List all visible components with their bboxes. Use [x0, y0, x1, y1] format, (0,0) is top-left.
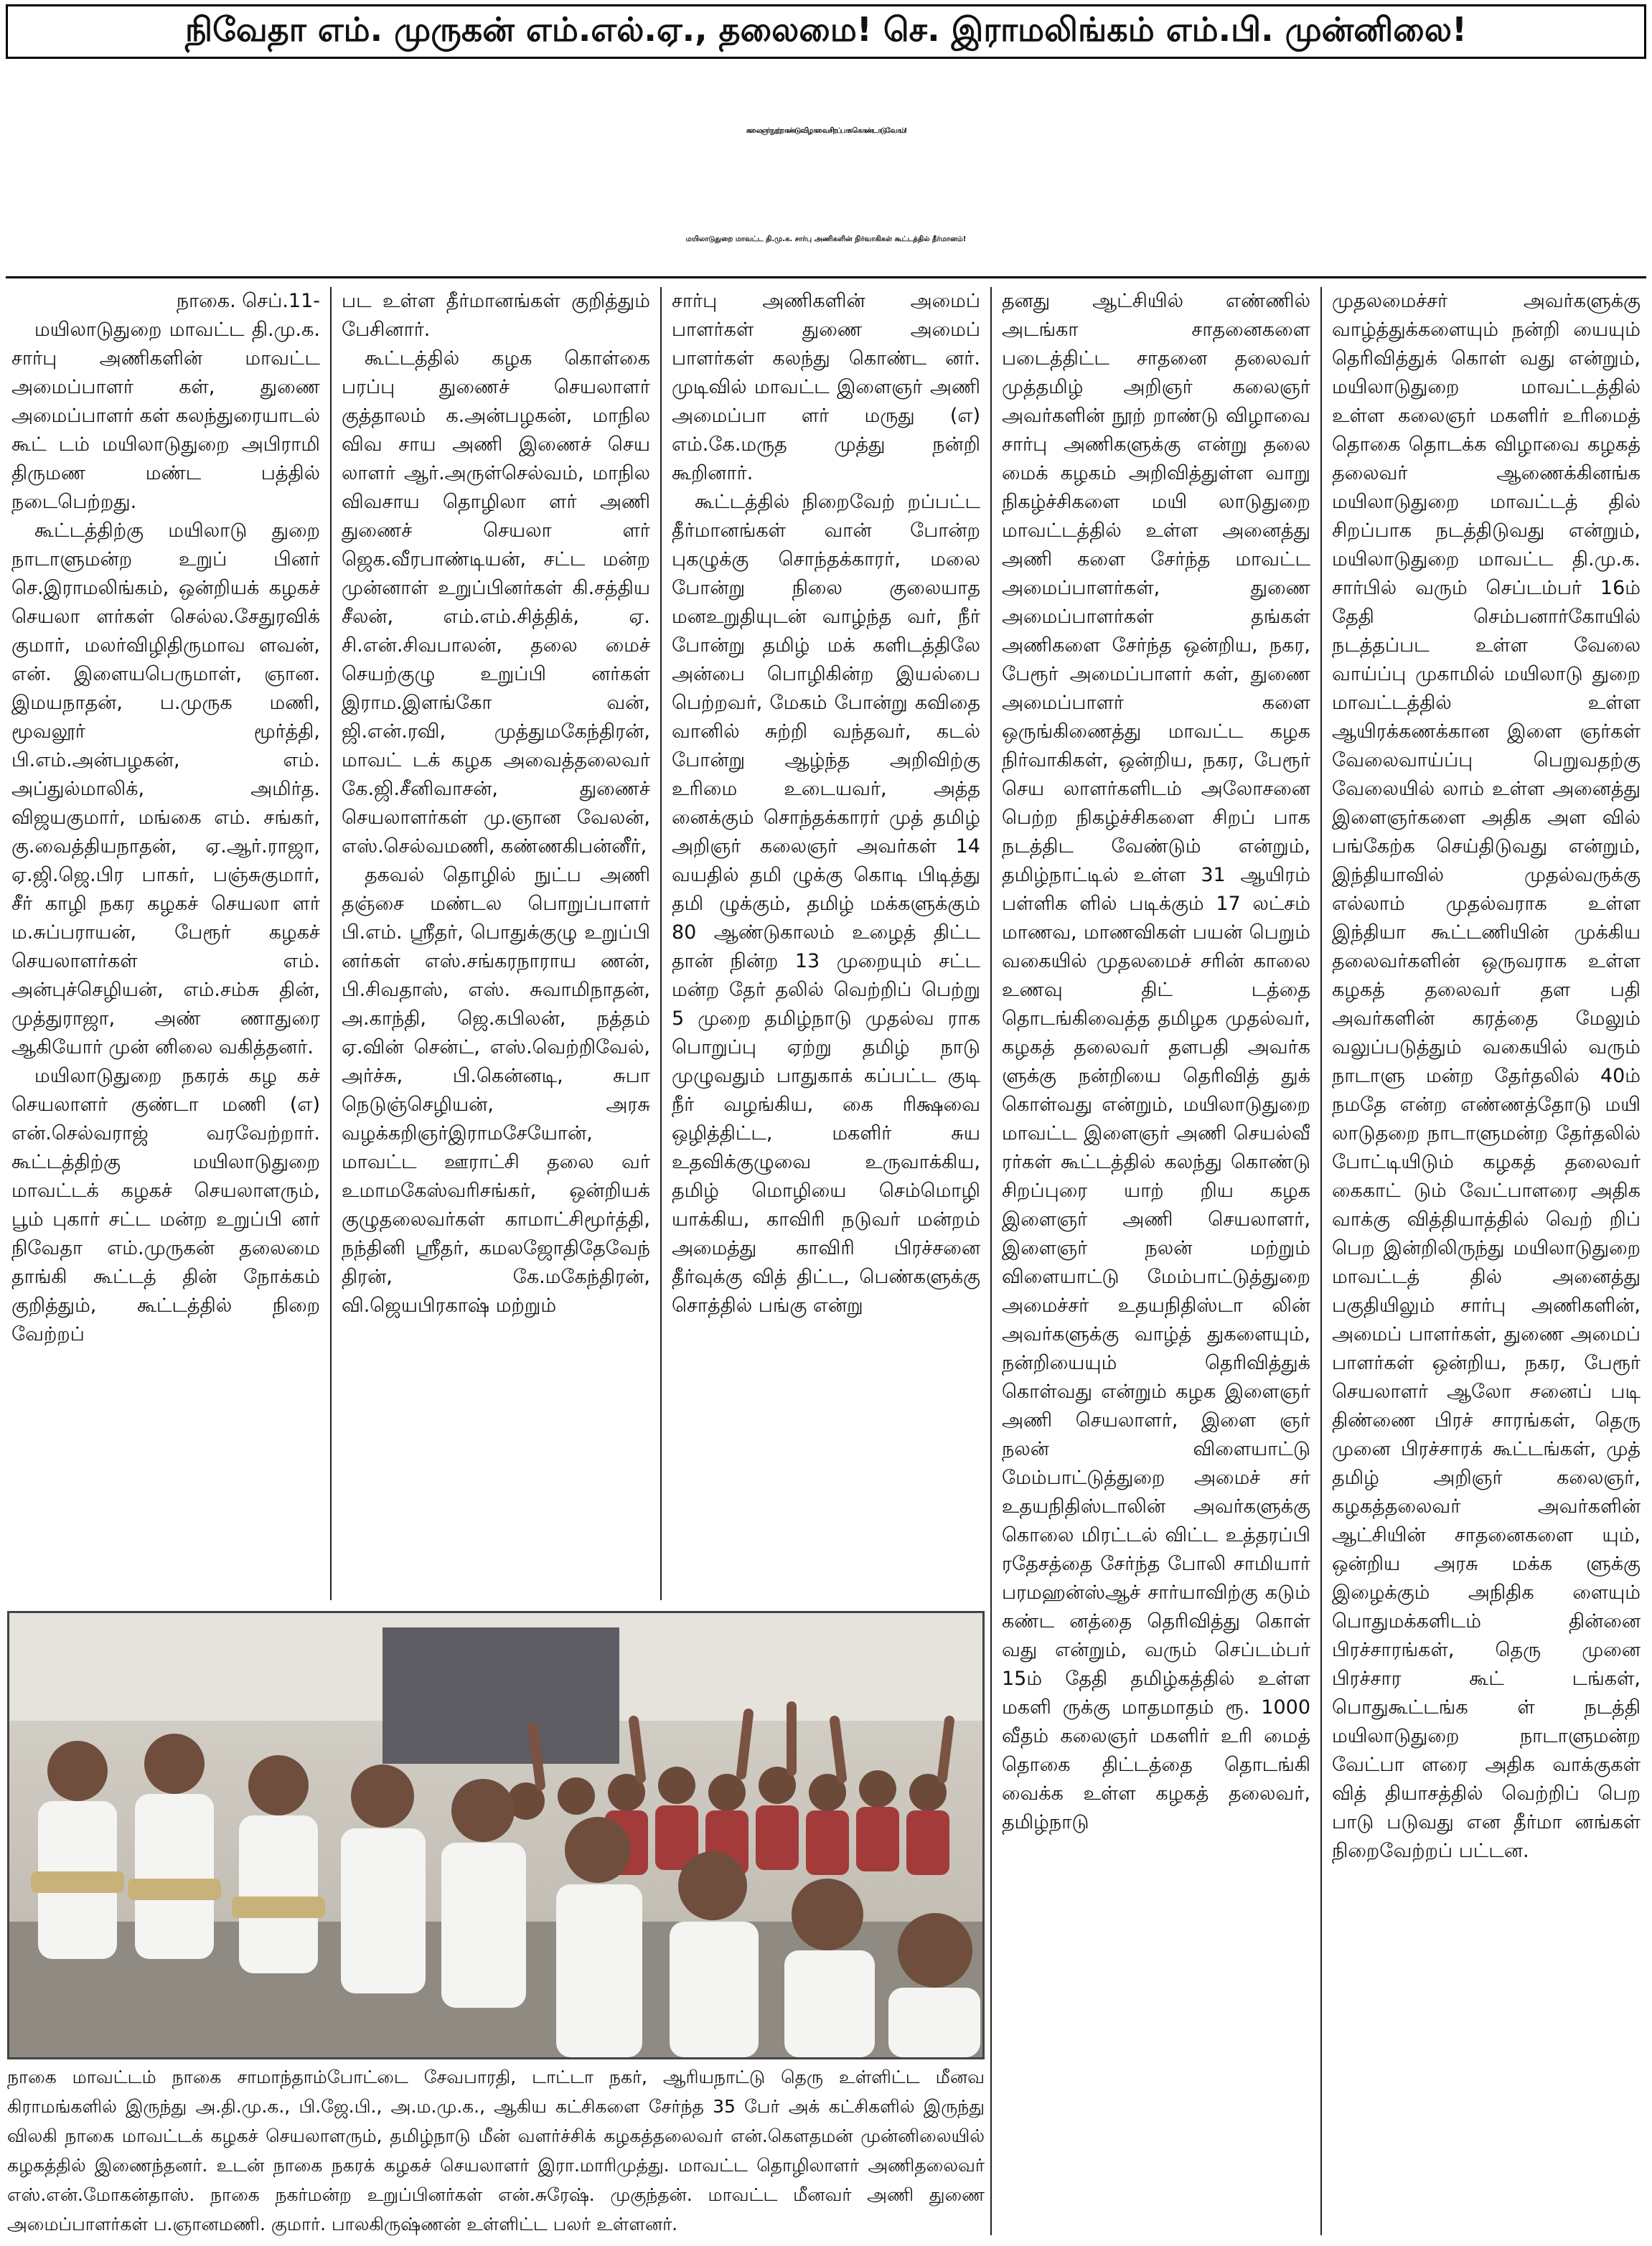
article-column-2: [342, 287, 650, 1600]
news-photo: [7, 1611, 985, 2059]
column-rule: [1320, 287, 1322, 2235]
paragraph: சார்பு அணிகளின் அமைப் பாளர்கள் துணை அமைப் பாளர்கள் கலந்து கொண்ட னர். முடிவில் மாவட்ட இளைஞர் அணி அமைப்பா ளர் மருது (எ) எம்.கே.மருத முத்து நன்றி கூறினார்.: [672, 290, 980, 484]
paragraph: பட உள்ள தீர்மானங்கள் குறித்தும் பேசினார்.: [342, 290, 650, 341]
column-rule: [330, 287, 332, 1600]
article-column-3: [672, 287, 980, 1600]
headline: கலைஞர் நூற்றாண்டு விழாவை சிறப்பாக கொண்டாடுவோம்!: [746, 127, 906, 135]
column-rule: [660, 287, 662, 1600]
meeting-photo-illustration: [9, 1613, 982, 2057]
kicker-text: நிவேதா எம். முருகன் எம்.எல்.ஏ., தலைமை! செ. இராமலிங்கம் எம்.பி. முன்னிலை!: [184, 9, 1467, 49]
kicker-banner: [6, 4, 1646, 59]
article-column-1: [11, 287, 320, 1600]
paragraph: கூட்டத்தில் கழக கொள்கை பரப்பு துணைச் செயலாளர் குத்தாலம் க.அன்பழகன், மாநில விவ சாய அணி இணைச் செய லாளர் ஆர்.அருள்செல்வம், மாநில விவசாய தொழிலா ளர் அணி துணைச் செயலா ளர் ஜெக.வீரபாண்டியன், சட்ட மன்ற முன்னாள் உறுப்பினர்கள் கி.சத்திய சீலன், எம்.எம்.சித்திக், ஏ. சி.என்.சிவபாலன், தலை மைச் செயற்குழு உறுப்பி னர்கள் இராம.இளங்கோ வன், ஜி.என்.ரவி, முத்துமகேந்திரன், மாவட் டக் கழக அவைத்தலைவர் கே.ஜி.சீனிவாசன், துணைச் செயலாளர்கள் மு.ஞான வேலன், எஸ்.செல்வமணி, கண்ணகிபன்னீர்,: [342, 347, 650, 857]
deck-rule: [6, 276, 1646, 278]
photo-caption: நாகை மாவட்டம் நாகை சாமாந்தாம்போட்டை சேவபாரதி, டாட்டா நகர், ஆரியநாட்டு தெரு உள்ளிட்ட மீனவ கிராமங்களில் இருந்து அ.தி.மு.க., பி.ஜே.பி., அ.ம.மு.க., ஆகிய கட்சிகளை சேர்ந்த 35 பேர் அக் கட்சிகளில் இருந்து விலகி நாகை மாவட்டக் கழகச் செயலாளரும், தமிழ்நாடு மீன் வளர்ச்சிக் கழகத்தலைவர் என்.கௌதமன் முன்னிலையில் கழகத்தில் இணைந்தனர். உடன் நாகை நகரக் கழகச் செயலாளர் இரா.மாரிமுத்து. மாவட்ட தொழிலாளர் அணிதலைவர் எஸ்.என்.மோகன்தாஸ். நாகை நகர்மன்ற உறுப்பினர்கள் என்.சுரேஷ். முகுந்தன். மாவட்ட மீனவர் அணி துணை அமைப்பாளர்கள் ப.ஞானமணி. குமார். பாலகிருஷ்ணன் உள்ளிட்ட பலர் உள்ளனர்.: [7, 2067, 985, 2235]
paragraph: தனது ஆட்சியில் எண்ணில் அடங்கா சாதனைகளை படைத்திட்ட சாதனை தலைவர் முத்தமிழ் அறிஞர் கலைஞர் அவர்களின் நூற் றாண்டு விழாவை சார்பு அணிகளுக்கு என்று தலை மைக் கழகம் அறிவித்துள்ள வாறு நிகழ்ச்சிகளை மயி லாடுதுறை மாவட்டத்தில் உள்ள அனைத்து அணி களை சேர்ந்த மாவட்ட அமைப்பாளர்கள், துணை அமைப்பாளர்கள் தங்கள் அணிகளை சேர்ந்த ஒன்றிய, நகர, பேரூர் அமைப்பாளர் கள், துணை அமைப்பாளர் களை ஒருங்கிணைத்து மாவட்ட கழக நிர்வாகிகள், ஒன்றிய, நகர, பேரூர் செய லாளர்களிடம் அலோசனை பெற்ற நிகழ்ச்சிகளை சிறப் பாக நடத்திட வேண்டும் என்றும், தமிழ்நாட்டில் உள்ள 31 ஆயிரம் பள்ளிக ளில் படிக்கும் 17 லட்சம் மாணவ, மாணவிகள் பயன் பெறும் வகையில் முதலமைச் சரின் காலை உணவு திட் டத்தை தொடங்கிவைத்த தமிழக முதல்வர், கழகத் தலைவர் தளபதி அவர்க ளுக்கு நன்றியை தெரிவித் துக் கொள்வது என்றும், மயிலாடுதுறை மாவட்ட இளைஞர் அணி செயல்வீ ரர்கள் கூட்டத்தில் கலந்து கொண்டு சிறப்புரை யாற் றிய கழக இளைஞர் அணி செயலாளர், இளைஞர் நலன் மற்றும் விளையாட்டு மேம்பாட்டுத்துறை அமைச்சர் உதயநிதிஸ்டா லின் அவர்களுக்கு வாழ்த் துகளையும், நன்றியையும் தெரிவித்துக் கொள்வது என்றும் கழக இளைஞர் அணி செயலாளர், இளை ஞர் நலன் விளையாட்டு மேம்பாட்டுத்துறை அமைச் சர் உதயநிதிஸ்டாலின் அவர்களுக்கு கொலை மிரட்டல் விட்ட உத்தரப்பி ரதேசத்தை சேர்ந்த போலி சாமியார் பரமஹன்ஸ்ஆச் சார்யாவிற்கு கடும் கண்ட னத்தை தெரிவித்து கொள் வது என்றும், வரும் செப்டம்பர் 15ம் தேதி தமிழ்கத்தில் உள்ள மகளி ருக்கு மாதமாதம் ரூ. 1000 வீதம் கலைஞர் மகளிர் உரி மைத் தொகை திட்டத்தை தொடங்கி வைக்க உள்ள கழகத் தலைவர், தமிழ்நாடு: [1002, 290, 1310, 1833]
column-rule: [990, 287, 992, 2235]
dateline: நாகை. செப்.11-: [176, 290, 320, 312]
paragraph: மயிலாடுதுறை மாவட்ட தி.மு.க. சார்பு அணிகளின் மாவட்ட அமைப்பாளர் கள், துணை அமைப்பாளர் கள் கலந்துரையாடல் கூட் டம் மயிலாடுதுறை அபிராமி திருமண மண்ட பத்தில் நடைபெற்றது.: [11, 319, 320, 513]
paragraph: தகவல் தொழில் நுட்ப அணி தஞ்சை மண்டல பொறுப்பாளர் பி.எம். ஸ்ரீதர், பொதுக்குழு உறுப்பி னர்கள் எஸ்.சங்கரநாராய ணன், பி.சிவதாஸ், எஸ். சுவாமிநாதன், அ.காந்தி, ஜெ.கபிலன், நத்தம் ஏ.வின் சென்ட், எஸ்.வெற்றிவேல், அர்ச்சு, பி.கென்னடி, சுபா நெடுஞ்செழியன், அரசு வழக்கறிஞர்இராமசேயோன், மாவட்ட ஊராட்சி தலை வர் உமாமகேஸ்வரிசங்கர், ஒன்றியக் குழுதலைவர்கள் காமாட்சிமூர்த்தி, நந்தினி ஸ்ரீதர், கமலஜோதிதேவேந் திரன், கே.மகேந்திரன், வி.ஜெயபிரகாஷ் மற்றும்: [342, 864, 650, 1317]
article-column-5: [1332, 287, 1641, 2235]
paragraph: கூட்டத்தில் நிறைவேற் றப்பட்ட தீர்மானங்கள் வான் போன்ற புகழுக்கு சொந்தக்காரர், மலை போன்று நிலை குலையாத மனஉறுதியுடன் வாழ்ந்த வர், நீர் போன்று தமிழ் மக் களிடத்திலே அன்பை பொழிகின்ற இயல்பை பெற்றவர், மேகம் போன்று கவிதை வானில் சுற்றி வந்தவர், கடல் போன்று ஆழ்ந்த அறிவிற்கு உரிமை உடையவர், அத்த னைக்கும் சொந்தக்காரர் முத் தமிழ் அறிஞர் கலைஞர் அவர்கள் 14 வயதில் தமி ழுக்கு கொடி பிடித்து தமி ழுக்கும், தமிழ் மக்களுக்கும் 80 ஆண்டுகாலம் உழைத் திட்ட தான் நின்ற 13 முறையும் சட்ட மன்ற தேர் தலில் வெற்றிப் பெற்று 5 முறை தமிழ்நாடு முதல்வ ராக பொறுப்பு ஏற்று தமிழ் நாடு முழுவதும் பாதுகாக் கப்பட்ட குடி நீர் வழங்கிய, கை ரிக்ஷவை ஒழித்திட்ட, மகளிர் சுய உதவிக்குழுவை உருவாக்கிய, தமிழ் மொழியை செம்மொழி யாக்கிய, காவிரி நடுவர் மன்றம் அமைத்து காவிரி பிரச்சனை தீர்வுக்கு வித் திட்ட, பெண்களுக்கு சொத்தில் பங்கு என்று: [672, 491, 980, 1317]
paragraph: கூட்டத்திற்கு மயிலாடு துறை நாடாளுமன்ற உறுப் பினர் செ.இராமலிங்கம், ஒன்றியக் கழகச் செயலா ளர்கள் செல்ல.சேதுரவிக் குமார், மலர்விழிதிருமாவ ளவன், என். இளையபெருமாள், ஞான. இமயநாதன், ப.முருக மணி, மூவலூர் மூர்த்தி, பி.எம்.அன்பழகன், எம். அப்துல்மாலிக், அமிர்த. விஜயகுமார், மங்கை எம். சங்கர், கு.வைத்தியநாதன், ஏ.ஆர்.ராஜா, ஏ.ஜி.ஜெ.பிர பாகர், பஞ்சுகுமார், சீர் காழி நகர கழகச் செயலா ளர் ம.சுப்பராயன், பேரூர் கழகச் செயலாளர்கள் எம். அன்புச்செழியன், எம்.சம்சு தின், முத்துராஜா, அண் ணாதுரை ஆகியோர் முன் னிலை வகித்தனர்.: [11, 520, 320, 1058]
article-column-4: [1002, 287, 1310, 2235]
paragraph: முதலமைச்சர் அவர்களுக்கு வாழ்த்துக்களையும் நன்றி யையும் தெரிவித்துக் கொள் வது என்றும், மயிலாடுதுறை மாவட்டத்தில் உள்ள கலைஞர் மகளிர் உரிமைத் தொகை தொடக்க விழாவை கழகத் தலைவர் ஆணைக்கினங்க மயிலாடுதுறை மாவட்டத் தில் சிறப்பாக நடத்திடுவது என்றும், மயிலாடுதுறை மாவட்ட தி.மு.க. சார்பில் வரும் செப்டம்பர் 16ம் தேதி செம்பனார்கோயில் நடத்தப்பட உள்ள வேலை வாய்ப்பு முகாமில் மயிலாடு துறை மாவட்டத்தில் உள்ள ஆயிரக்கணக்கான இளை ஞர்கள் வேலைவாய்ப்பு பெறுவதற்கு வேலையில் லாம் உள்ள அனைத்து இளைஞர்களை அதிக அள வில் பங்கேற்க செய்திடுவது என்றும், இந்தியாவில் முதல்வருக்கு எல்லாம் முதல்வராக உள்ள இந்தியா கூட்டணியின் முக்கிய தலைவர்களின் ஒருவராக உள்ள கழகத் தலைவர் தள பதி அவர்களின் கரத்தை மேலும் வலுப்படுத்தும் வகையில் வரும் நாடாளு மன்ற தேர்தலில் 40ம் நமதே என்ற எண்ணத்தோடு மயி லாடுதறை நாடாளுமன்ற தேர்தலில் போட்டியிடும் கழகத் தலைவர் கைகாட் டும் வேட்பாளரை அதிக வாக்கு வித்தியாத்தில் வெற் றிப் பெற இன்றிலிருந்து மயிலாடுதுறை மாவட்டத் தில் அனைத்து பகுதியிலும் சார்பு அணிகளின், அமைப் பாளர்கள், துணை அமைப் பாளர்கள் ஒன்றிய, நகர, பேரூர் செயலாளர் ஆலோ சனைப் படி திண்ணை பிரச் சாரங்கள், தெரு முனை பிரச்சாரக் கூட்டங்கள், முத் தமிழ் அறிஞர் கலைஞர், கழகத்தலைவர் அவர்களின் ஆட்சியின் சாதனைகளை யும், ஒன்றிய அரசு மக்க ளுக்கு இழைக்கும் அநிதிக ளையும் பொதுமக்களிடம் தின்னை பிரச்சாரங்கள், தெரு முனை பிரச்சார கூட் டங்கள், பொதுகூட்டங்க ள் நடத்தி மயிலாடுதுறை நாடாளுமன்ற வேட்பா ளரை அதிக வாக்குகள் வித் தியாசத்தில் வெற்றிப் பெற பாடு படுவது என தீர்மா னங்கள் நிறைவேற்றப் பட்டன.: [1332, 290, 1641, 1862]
paragraph: மயிலாடுதுறை நகரக் கழ கச் செயலாளர் குண்டா மணி (எ) என்.செல்வராஜ் வரவேற்றார். கூட்டத்திற்கு மயிலாடுதுறை மாவட்டக் கழகச் செயலாளரும், பூம் புகார் சட்ட மன்ற உறுப்பி னர் நிவேதா எம்.முருகன் தலைமை தாங்கி கூட்டத் தின் நோக்கம் குறித்தும், கூட்டத்தில் நிறை வேற்றப்: [11, 1065, 320, 1345]
deck-subheadline: மயிலாடுதுறை மாவட்ட தி.மு.க. சார்பு அணிகளின் நிர்வாகிகள் கூட்டத்தில் தீர்மானம்!: [685, 235, 967, 243]
